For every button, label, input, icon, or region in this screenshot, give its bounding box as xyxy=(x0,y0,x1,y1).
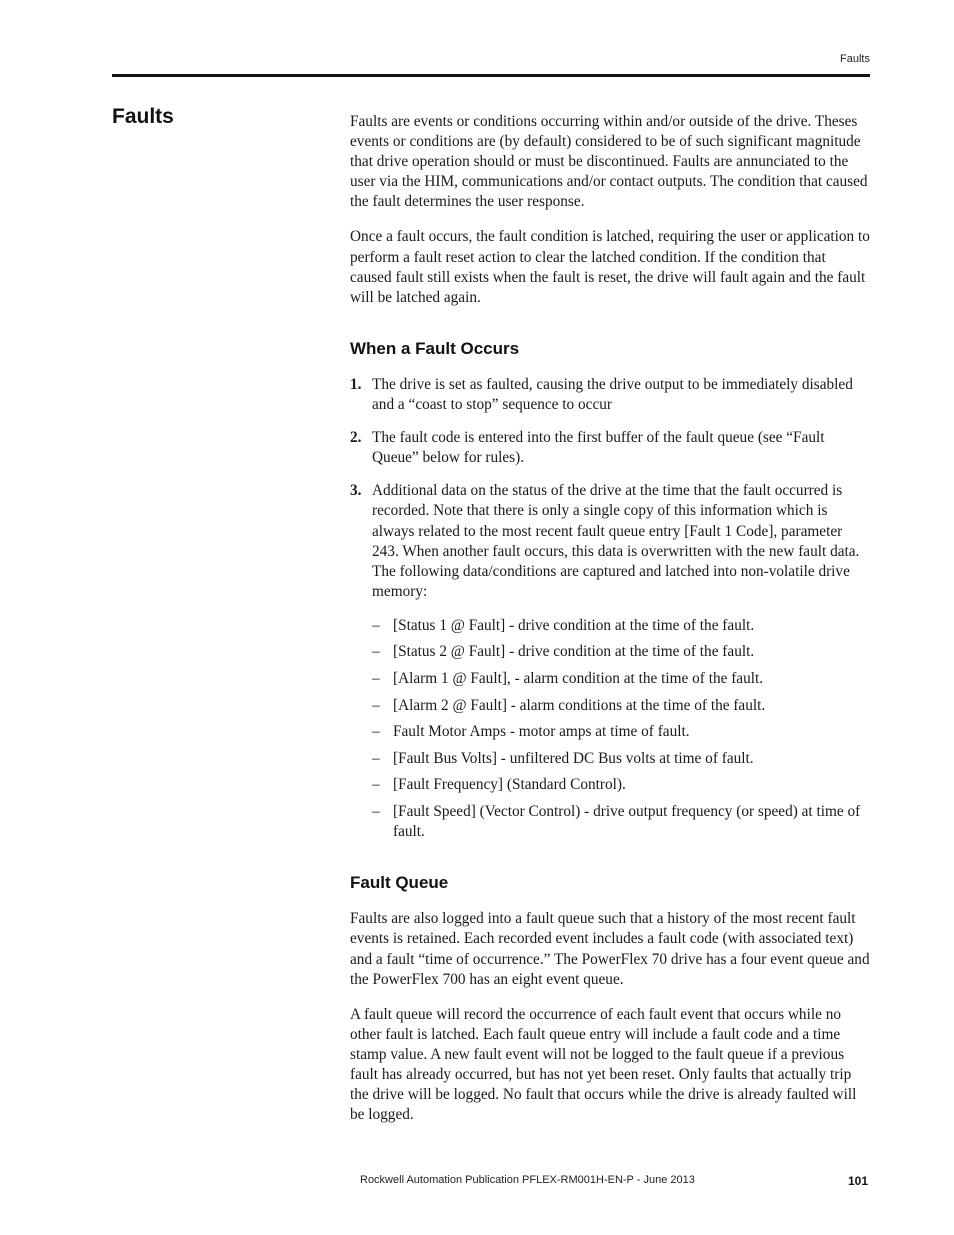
step-number: 2. xyxy=(350,429,362,447)
dash-marker: – xyxy=(372,696,380,714)
intro-paragraph: Once a fault occurs, the fault condition is latched, requiring the user or application to perform a fault reset action to clear the latched condition. If the condition that caused fault still exists when the fault is reset, the drive will fault again and the fault will be latched again. xyxy=(350,228,870,306)
captured-item-text: Fault Motor Amps - motor amps at time of fault. xyxy=(393,723,690,741)
fault-step xyxy=(350,375,870,415)
dash-marker: – xyxy=(372,643,380,661)
step-number: 3. xyxy=(350,482,362,500)
captured-item xyxy=(372,722,870,742)
captured-item-text: [Fault Frequency] (Standard Control). xyxy=(393,776,626,794)
fault-queue-paragraph: Faults are also logged into a fault queue such that a history of the most recent fault events is retained. Each recorded event includes a fault code (with associated text) and a fault “time of occurrence.” The PowerFlex 70 drive has a four event queue and the PowerFlex 700 has an eight event queue. xyxy=(350,910,870,988)
step-text: Additional data on the status of the drive at the time that the fault occurred is recorded. Note that there is only a single copy of this information which is always related to the most recent fault queue entry [Fault 1 Code], parameter 243. When another fault occurs, this data is overwritten with the new fault data. The following data/conditions are captured and latched into non-volatile drive memory: xyxy=(372,482,860,600)
dash-marker: – xyxy=(372,803,380,821)
captured-item-text: [Fault Speed] (Vector Control) - drive output frequency (or speed) at time of fault. xyxy=(393,803,861,841)
intro-paragraph: Faults are events or conditions occurring within and/or outside of the drive. Theses events or conditions are (by default) considered to be of such significant magnitude that drive operation should or must be discontinued. Faults are annunciated to the user via the HIM, communications and/or contact outputs. The condition that caused the fault determines the user response. xyxy=(350,113,868,211)
main-content xyxy=(350,112,870,1140)
captured-item-text: [Status 1 @ Fault] - drive condition at the time of the fault. xyxy=(393,616,755,634)
fault-queue-heading: Fault Queue xyxy=(350,873,449,893)
dash-marker: – xyxy=(372,616,380,634)
fault-queue-paragraph: A fault queue will record the occurrence of each fault event that occurs while no other fault is latched. Each fault queue entry will include a fault code and a time stamp value. A new fault event will not be logged to the fault queue if a previous fault has already occurred, but has not yet been reset. Only faults that actually trip the drive will be logged. No fault that occurs while the drive is already faulted will be logged. xyxy=(350,1005,857,1124)
step-text: The drive is set as faulted, causing the drive output to be immediately disabled and a “coast to stop” sequence to occur xyxy=(372,375,853,414)
captured-item-text: [Alarm 1 @ Fault], - alarm condition at the time of the fault. xyxy=(393,670,764,688)
section-title: Faults xyxy=(112,105,174,128)
captured-item xyxy=(372,669,870,689)
footer-publication: Rockwell Automation Publication PFLEX-RM001H-EN-P - June 2013 xyxy=(360,1174,695,1186)
captured-item xyxy=(372,749,870,769)
step-text: The fault code is entered into the first buffer of the fault queue (see “Fault Queue” below for rules). xyxy=(372,429,825,467)
captured-item-text: [Fault Bus Volts] - unfiltered DC Bus volts at time of fault. xyxy=(393,749,754,767)
dash-marker: – xyxy=(372,670,380,688)
captured-item xyxy=(372,616,870,636)
page-number: 101 xyxy=(847,1174,868,1188)
captured-data-list xyxy=(372,616,870,842)
fault-step xyxy=(350,481,870,842)
captured-item-text: [Alarm 2 @ Fault] - alarm conditions at the time of the fault. xyxy=(393,696,766,714)
captured-item xyxy=(372,775,870,795)
step-number: 1. xyxy=(350,375,362,393)
captured-item xyxy=(372,696,870,716)
when-fault-heading: When a Fault Occurs xyxy=(350,338,520,358)
dash-marker: – xyxy=(372,749,380,767)
running-head: Faults xyxy=(840,53,870,65)
captured-item-text: [Status 2 @ Fault] - drive condition at the time of the fault. xyxy=(393,643,755,661)
fault-steps-list xyxy=(350,375,870,842)
dash-marker: – xyxy=(372,723,380,741)
dash-marker: – xyxy=(372,776,380,794)
captured-item xyxy=(372,642,870,662)
header-rule xyxy=(112,74,870,77)
captured-item xyxy=(372,802,870,842)
fault-step xyxy=(350,428,870,468)
